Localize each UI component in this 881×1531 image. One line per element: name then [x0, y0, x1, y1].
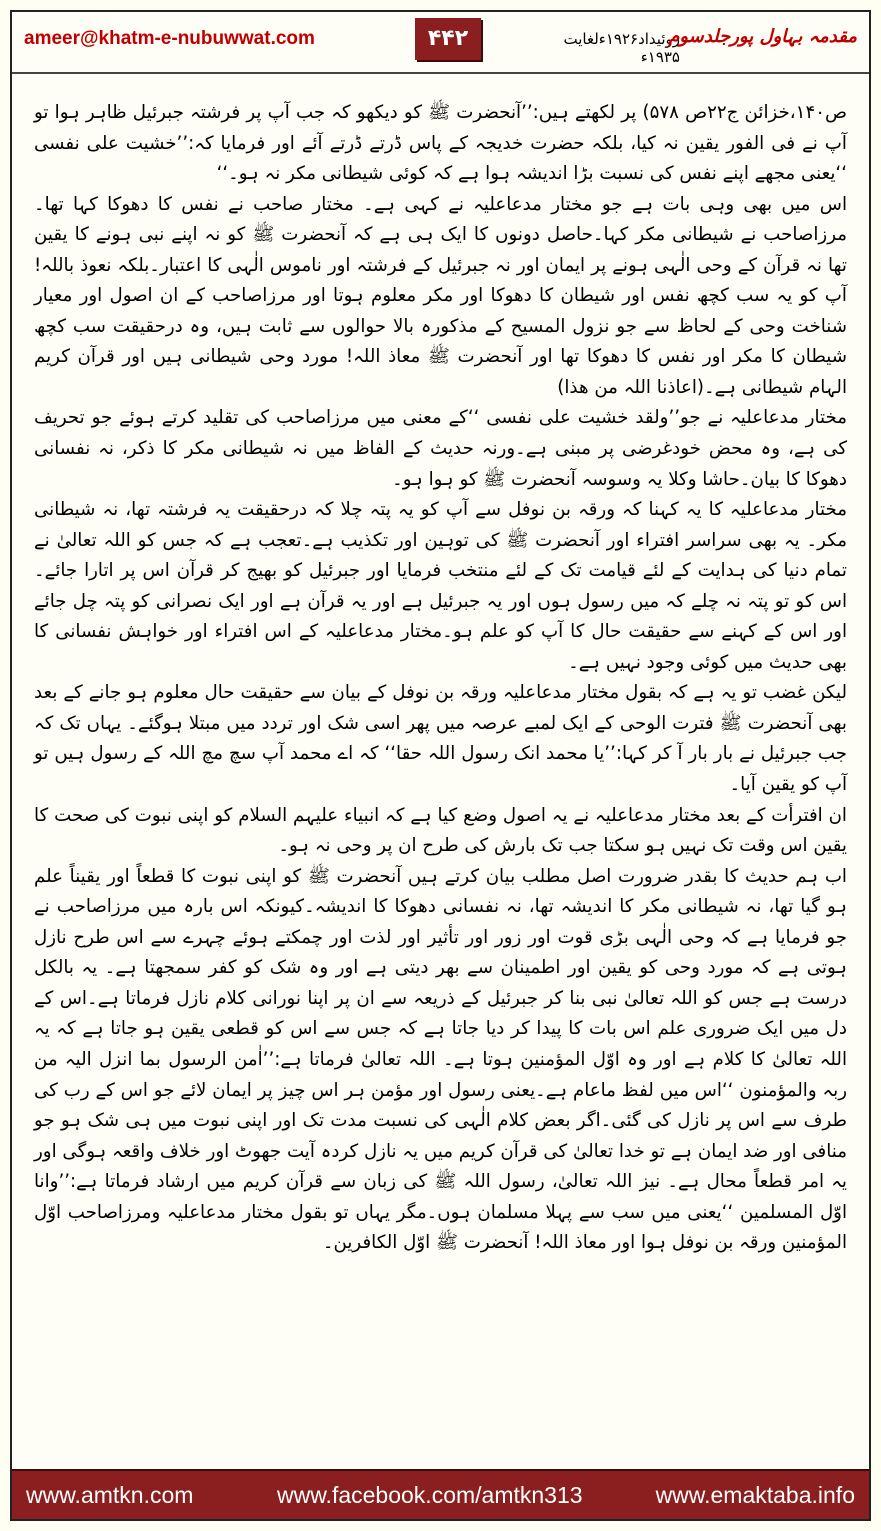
footer-link-amtkn[interactable]: www.amtkn.com	[26, 1482, 194, 1508]
page-frame	[10, 10, 871, 1521]
page-footer	[12, 1469, 869, 1519]
paragraph-4: مختار مدعاعلیہ کا یہ کہنا کہ ورقہ بن نوفل سے آپ کو یہ پتہ چلا کہ درحقیقت یہ فرشتہ تھا، نہ شیطانی مکر۔ یہ بھی سراسر افتراء اور آنحضرت ﷺ کی توہین اور تکذیب ہے۔تعجب ہے کہ جس کو اللہ تعالیٰ نے تمام دنیا کی ہدایت کے لئے قیامت تک کے لئے منتخب فرمایا اور جبرئیل کو بھیج کر قرآن اس پر اتارا جائے۔اس کو تو پتہ نہ چلے کہ میں رسول ہوں اور یہ جبرئیل ہے اور یہ قرآن ہے اور ایک نصرانی کو پتہ چل جائے اور اس کے کہنے سے حقیقت حال کا آپ کو علم ہو۔مختار مدعاعلیہ کے اس افتراء اور خواہش نفسانی کا بھی حدیث میں کوئی وجود نہیں ہے۔	[34, 499, 847, 673]
paragraph-2: اس میں بھی وہی بات ہے جو مختار مدعاعلیہ نے کہی ہے۔ مختار صاحب نے نفس کا دھوکا کہا تھا۔مرزاصاحب نے شیطانی مکر کہا۔حاصل دونوں کا ایک ہی ہے کہ آنحضرت ﷺ کو نہ اپنے نبی ہونے کا یقین تھا نہ قرآن کے وحی الٰہی ہونے پر ایمان اور نہ جبرئیل کے فرشتہ اور ناموس الٰہی کا اعتبار۔بلکہ نعوذ باللہ! آپ کو یہ سب کچھ نفس اور شیطان کا دھوکا اور مکر معلوم ہوتا اور مرزاصاحب کے ان اصول اور معیار شناخت وحی کے لحاظ سے جو نزول المسیح کے مذکورہ بالا حوالوں سے ثابت ہیں، وہ درحقیقت سب کچھ شیطان کا مکر اور نفس کا دھوکا تھا اور آنحضرت ﷺ معاذ اللہ! مورد وحی شیطانی ہیں اور قرآن کریم الہام شیطانی ہے۔(اعاذنا اللہ من ھذا)	[34, 193, 847, 398]
page-number-badge: ۴۴۲	[415, 18, 481, 60]
paragraph-3: مختار مدعاعلیہ نے جو’’ولقد خشیت علی نفسی ‘‘کے معنی میں مرزاصاحب کی تقلید کرتے ہوئے جو تحریف کی ہے، وہ محض خودغرضی پر مبنی ہے۔ورنہ حدیث کے الفاظ میں نہ شیطانی مکر کا ذکر، نہ نفسانی دھوکا کا بیان۔حاشا وکلا یہ وسوسہ آنحضرت ﷺ کو ہوا ہو۔	[34, 407, 847, 490]
paragraph-5: لیکن غضب تو یہ ہے کہ بقول مختار مدعاعلیہ ورقہ بن نوفل کے بیان سے حقیقت حال معلوم ہو جانے کے بعد بھی آنحضرت ﷺ فترت الوحی کے ایک لمبے عرصہ میں پھر اسی شک اور تردد میں مبتلا ہوگئے۔ یہاں تک کہ جب جبرئیل نے بار بار آ کر کہا:’’یا محمد انک رسول اللہ حقا‘‘ کہ اے محمد آپ سچ مچ اللہ کے رسول ہیں تو آپ کو یقین آیا۔	[34, 682, 847, 796]
header-email[interactable]: ameer@khatm-e-nubuwwat.com	[24, 28, 315, 49]
paragraph-7: اب ہم حدیث کا بقدر ضرورت اصل مطلب بیان کرتے ہیں آنحضرت ﷺ کو اپنی نبوت کا قطعاً اور یقیناً علم ہو گیا تھا، نہ شیطانی مکر کا اندیشہ تھا، نہ نفسانی دھوکا کا اندیشہ۔کیونکہ اس بارہ میں مرزاصاحب نے جو فرمایا ہے کہ وحی الٰہی بڑی قوت اور زور اور تأثیر اور لذت اور چمکتے ہوئے چہرے سے اس طرح نازل ہوتی ہے کہ مورد وحی کو یقین اور اطمینان سے بھر دیتی ہے اور وہ شک کو کفر سمجھتا ہے۔ یہ بالکل درست ہے جس کو اللہ تعالیٰ نبی بنا کر جبرئیل کے ذریعہ سے ان پر اپنا نورانی کلام نازل فرماتا ہے۔اس کے دل میں ایک ضروری علم اس بات کا پیدا کر دیا جاتا ہے کہ جس سے اس کو قطعی یقین ہو جاتا ہے کہ یہ اللہ تعالیٰ کا کلام ہے اور وہ اوّل المؤمنین ہوتا ہے۔ اللہ تعالیٰ فرماتا ہے:’’اٰمن الرسول بما انزل الیہ من ربہ والمؤمنون ‘‘اس میں لفظ ماعام ہے۔یعنی رسول اور مؤمن ہر اس چیز پر ایمان لائے جو اس کے رب کی طرف سے اس پر نازل کی گئی۔اگر بعض کلام الٰہی کی نسبت مدت تک اور اپنی نبوت میں ہی شک ہو جو منافی اور ضد ایمان ہے تو خدا تعالیٰ کی قرآن کریم میں یہ نازل کردہ آیت جھوٹ اور خلاف واقعہ ہوگی اور یہ امر قطعاً محال ہے۔ نیز اللہ تعالیٰ، رسول اللہ ﷺ کی زبان سے قرآن کریم میں ارشاد فرماتا ہے:’’وانا اوّل المسلمین ‘‘یعنی میں سب سے پہلا مسلمان ہوں۔مگر یہاں تو بقول مختار مدعاعلیہ ومرزاصاحب اوّل المؤمنین ورقہ بن نوفل ہوا اور معاذ اللہ! آنحضرت ﷺ اوّل الکافرین۔	[34, 865, 847, 1254]
footer-link-facebook[interactable]: www.facebook.com/amtkn313	[277, 1482, 583, 1508]
book-title: مقدمہ بہاول پورجلدسوم	[668, 26, 857, 47]
footer-link-emaktaba[interactable]: www.emaktaba.info	[655, 1482, 855, 1508]
paragraph-1: ص۱۴۰،خزائن ج۲۲ص ۵۷۸) پر لکھتے ہیں:’’آنحضرت ﷺ کو دیکھو کہ جب آپ پر فرشتہ جبرئیل ظاہر ہوا تو آپ نے فی الفور یقین نہ کیا، بلکہ حضرت خدیجہ کے پاس ڈرتے ڈرتے آئے اور فرمایا کہ:’’خشیت علی نفسی ‘‘یعنی مجھے اپنے نفس کی نسبت بڑا اندیشہ ہوا ہے کہ کوئی شیطانی مکر نہ ہو۔‘‘	[34, 102, 847, 185]
header-years: روئیداد۱۹۲۶ءلغایت ۱۹۳۵ء	[563, 30, 680, 66]
page-header	[12, 12, 869, 74]
paragraph-6: ان افترأت کے بعد مختار مدعاعلیہ نے یہ اصول وضع کیا ہے کہ انبیاء علیہم السلام کو اپنی نبوت کی صحت کا یقین اس وقت تک نہیں ہو سکتا جب تک بارش کی طرح ان پر وحی نہ ہو۔	[34, 804, 847, 857]
article-body	[34, 98, 847, 1259]
